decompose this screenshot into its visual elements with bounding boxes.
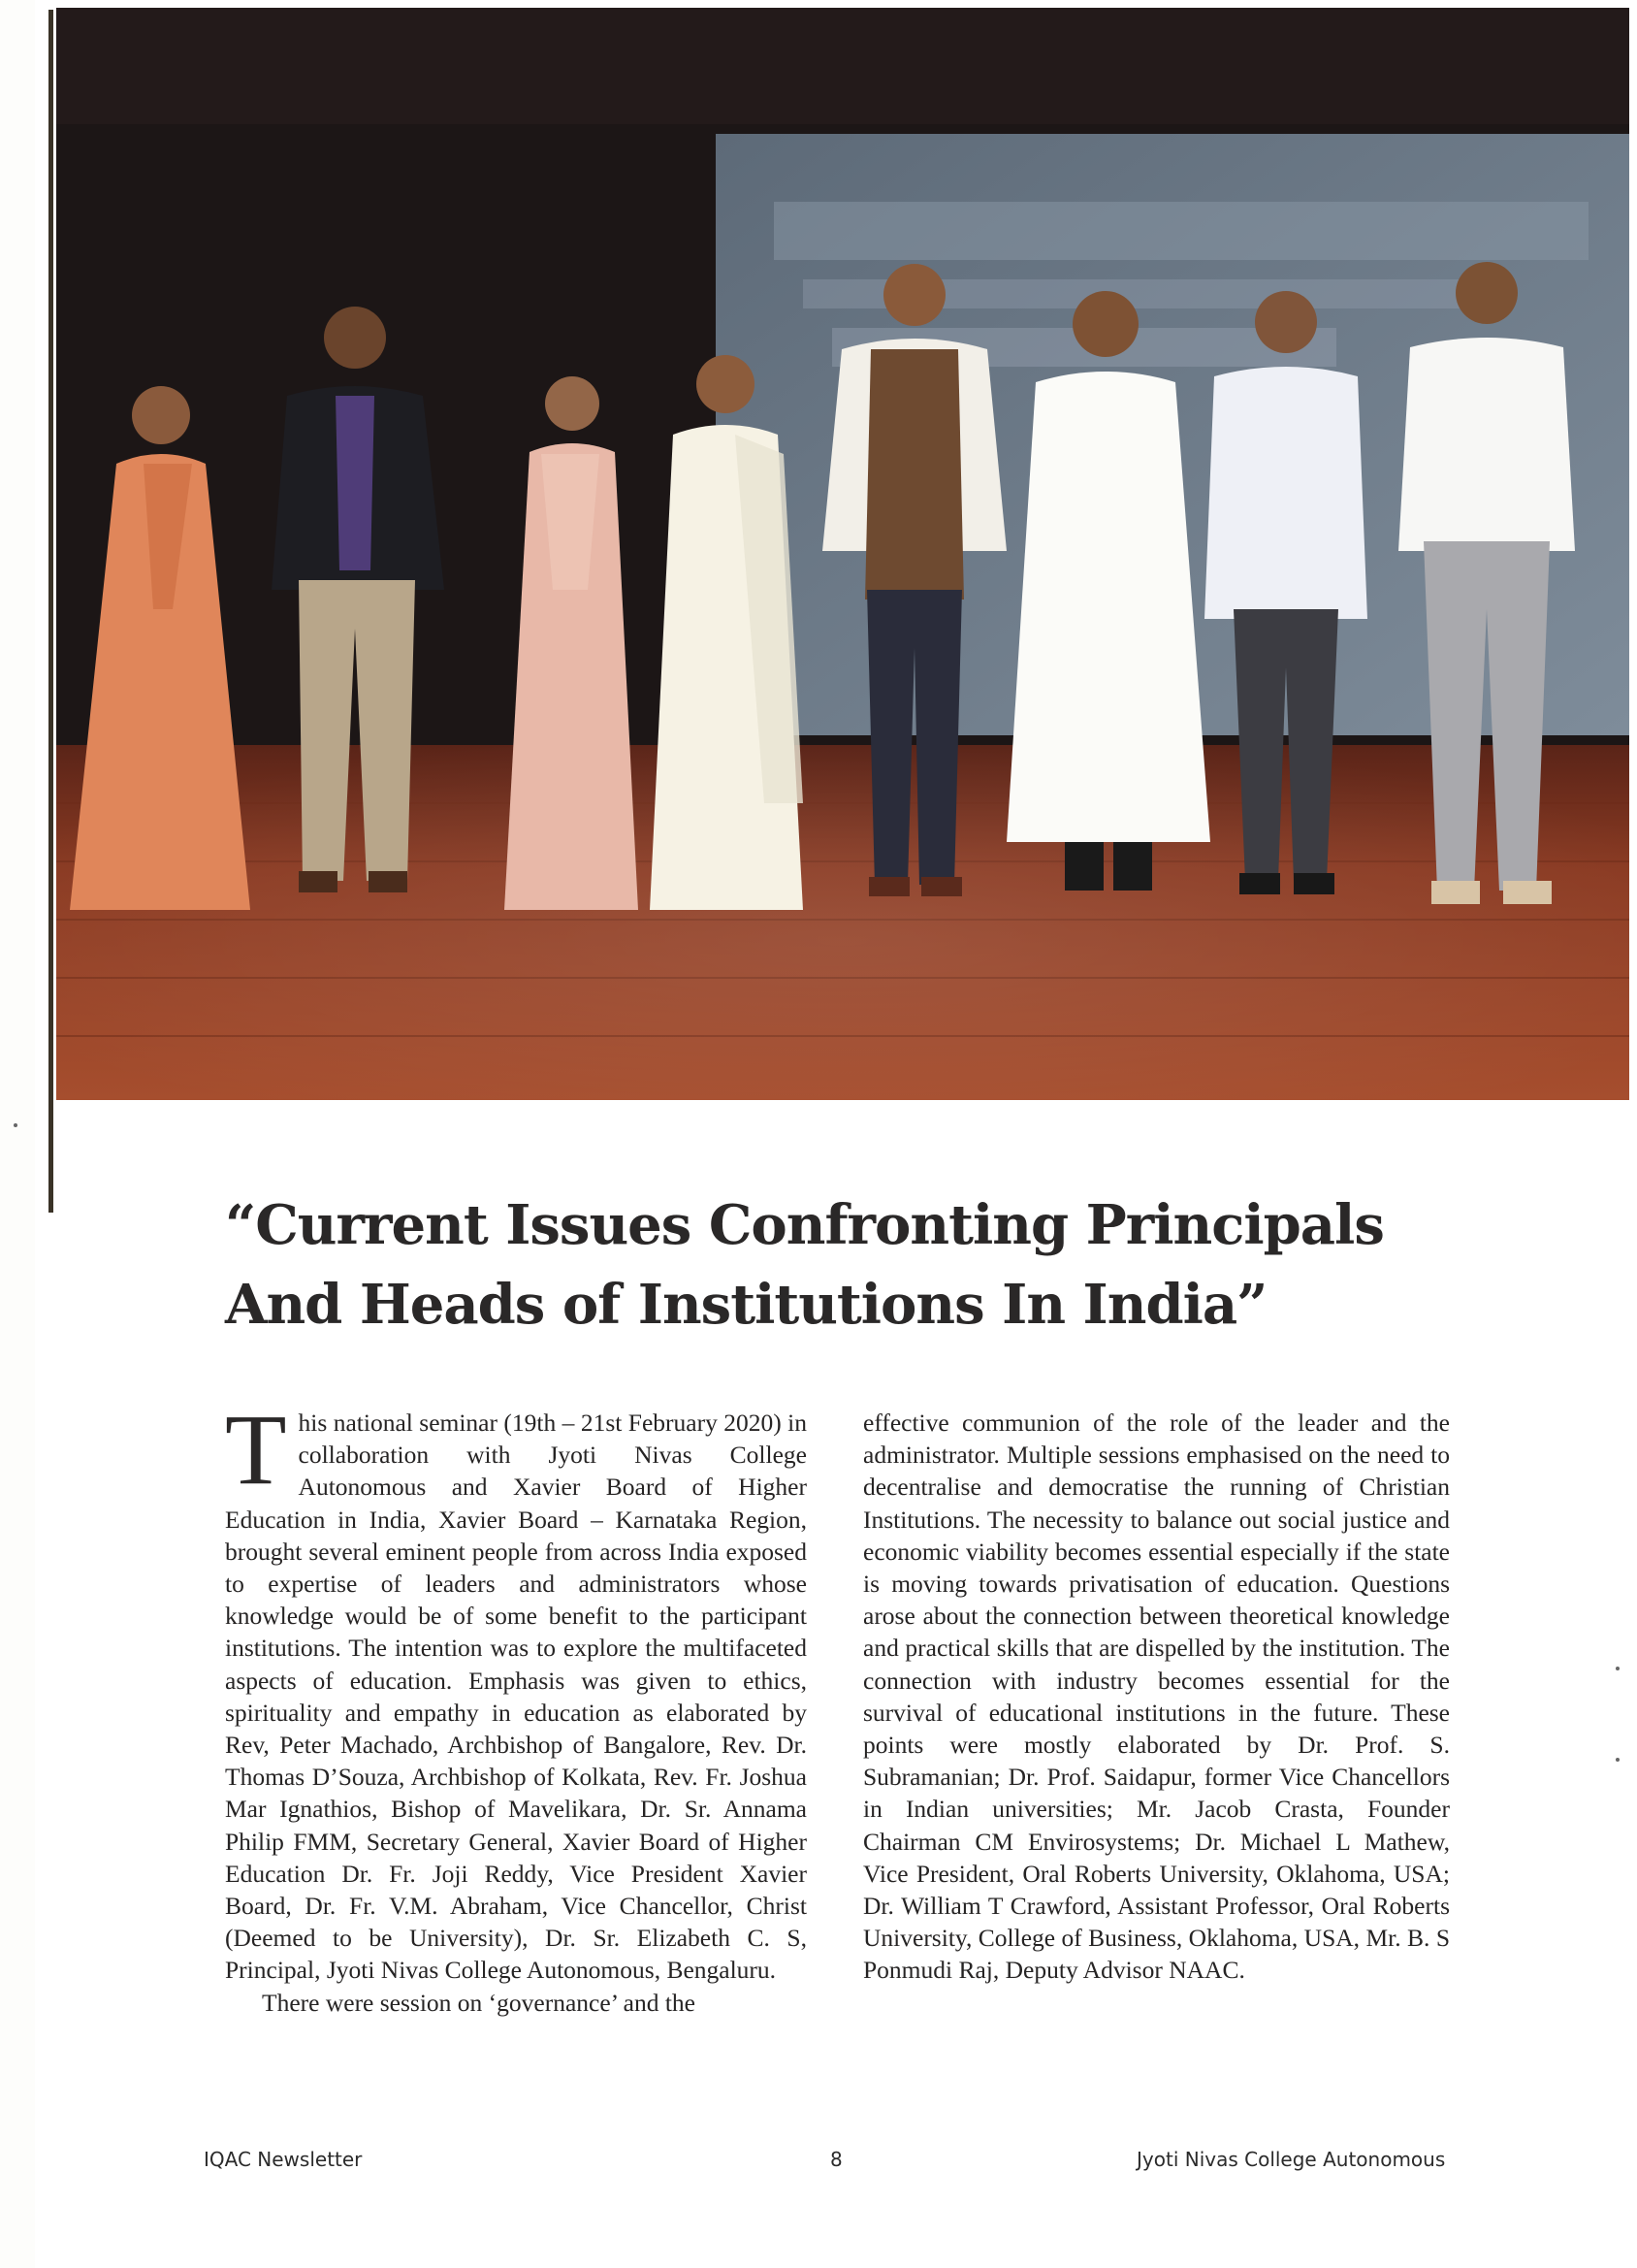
footer-publication: IQAC Newsletter [204, 2148, 363, 2171]
article-column-right [863, 1407, 1450, 1987]
scan-speck [1616, 1758, 1620, 1762]
scan-speck [14, 1123, 17, 1127]
group-photo [56, 8, 1629, 1100]
drop-cap: T [225, 1394, 287, 1506]
article-paragraph-3: effective communion of the role of the leader and the administrator. Multiple sessions emphasised on the need to decentralise and democratise the running of Christian Institutions. The necessity to balance out social justice and economic viability becomes essential especially if the state is moving towards privatisation of education. Questions arose about the connection between theoretical knowledge and practical skills that are dispelled by the institution. The connection with industry becomes essential for the survival of educational institutions in the future. These points were mostly elaborated by Dr. Prof. S. Subramanian; Dr. Prof. Saidapur, former Vice Chancellors in Indian universities; Mr. Jacob Crasta, Founder Chairman CM Envirosystems; Dr. Michael L Mathew, Vice President, Oral Roberts University, Oklahoma, USA; Dr. William T Crawford, Assistant Professor, Oral Roberts University, College of Business, Oklahoma, USA, Mr. B. S Ponmudi Raj, Deputy Advisor NAAC. [863, 1409, 1450, 1985]
article-title-line-2: And Heads of Institutions In India” [225, 1273, 1268, 1337]
paragraph-1-text: his national seminar (19th – 21st February 2020) in collaboration with Jyoti Nivas College Autonomous and Xavier Board of Higher Education in India, Xavier Board – Karnataka Region, brought several eminent people from across India exposed to expertise of leaders and administrators whose knowledge would be of some benefit to the participant institutions. The intention was to explore the multifaceted aspects of education. Emphasis was given to ethics, spirituality and empathy in education as elaborated by Rev, Peter Machado, Archbishop of Bangalore, Rev. Dr. Thomas D’Souza, Archbishop of Kolkata, Rev. Fr. Joshua Mar Ignathios, Bishop of Mavelikara, Dr. Sr. Annama Philip FMM, Secretary General, Xavier Board of Higher Education Dr. Fr. Joji Reddy, Vice President Xavier Board, Dr. Fr. V.M. Abraham, Vice Chancellor, Christ (Deemed to be University), Dr. Sr. Elizabeth C. S, Principal, Jyoti Nivas College Autonomous, Bengaluru. [225, 1409, 807, 1985]
article-title-line-1: “Current Issues Confronting Principals [225, 1193, 1384, 1257]
binding-edge [48, 10, 53, 1213]
article-column-left [225, 1394, 807, 2019]
article-paragraph-1 [225, 1394, 807, 1987]
footer-institution: Jyoti Nivas College Autonomous [1137, 2148, 1446, 2171]
article-title [225, 1185, 1486, 1345]
scan-speck [1616, 1667, 1620, 1670]
article-paragraph-2: There were session on ‘governance’ and the [262, 1988, 695, 2017]
footer-page-number: 8 [830, 2148, 843, 2171]
